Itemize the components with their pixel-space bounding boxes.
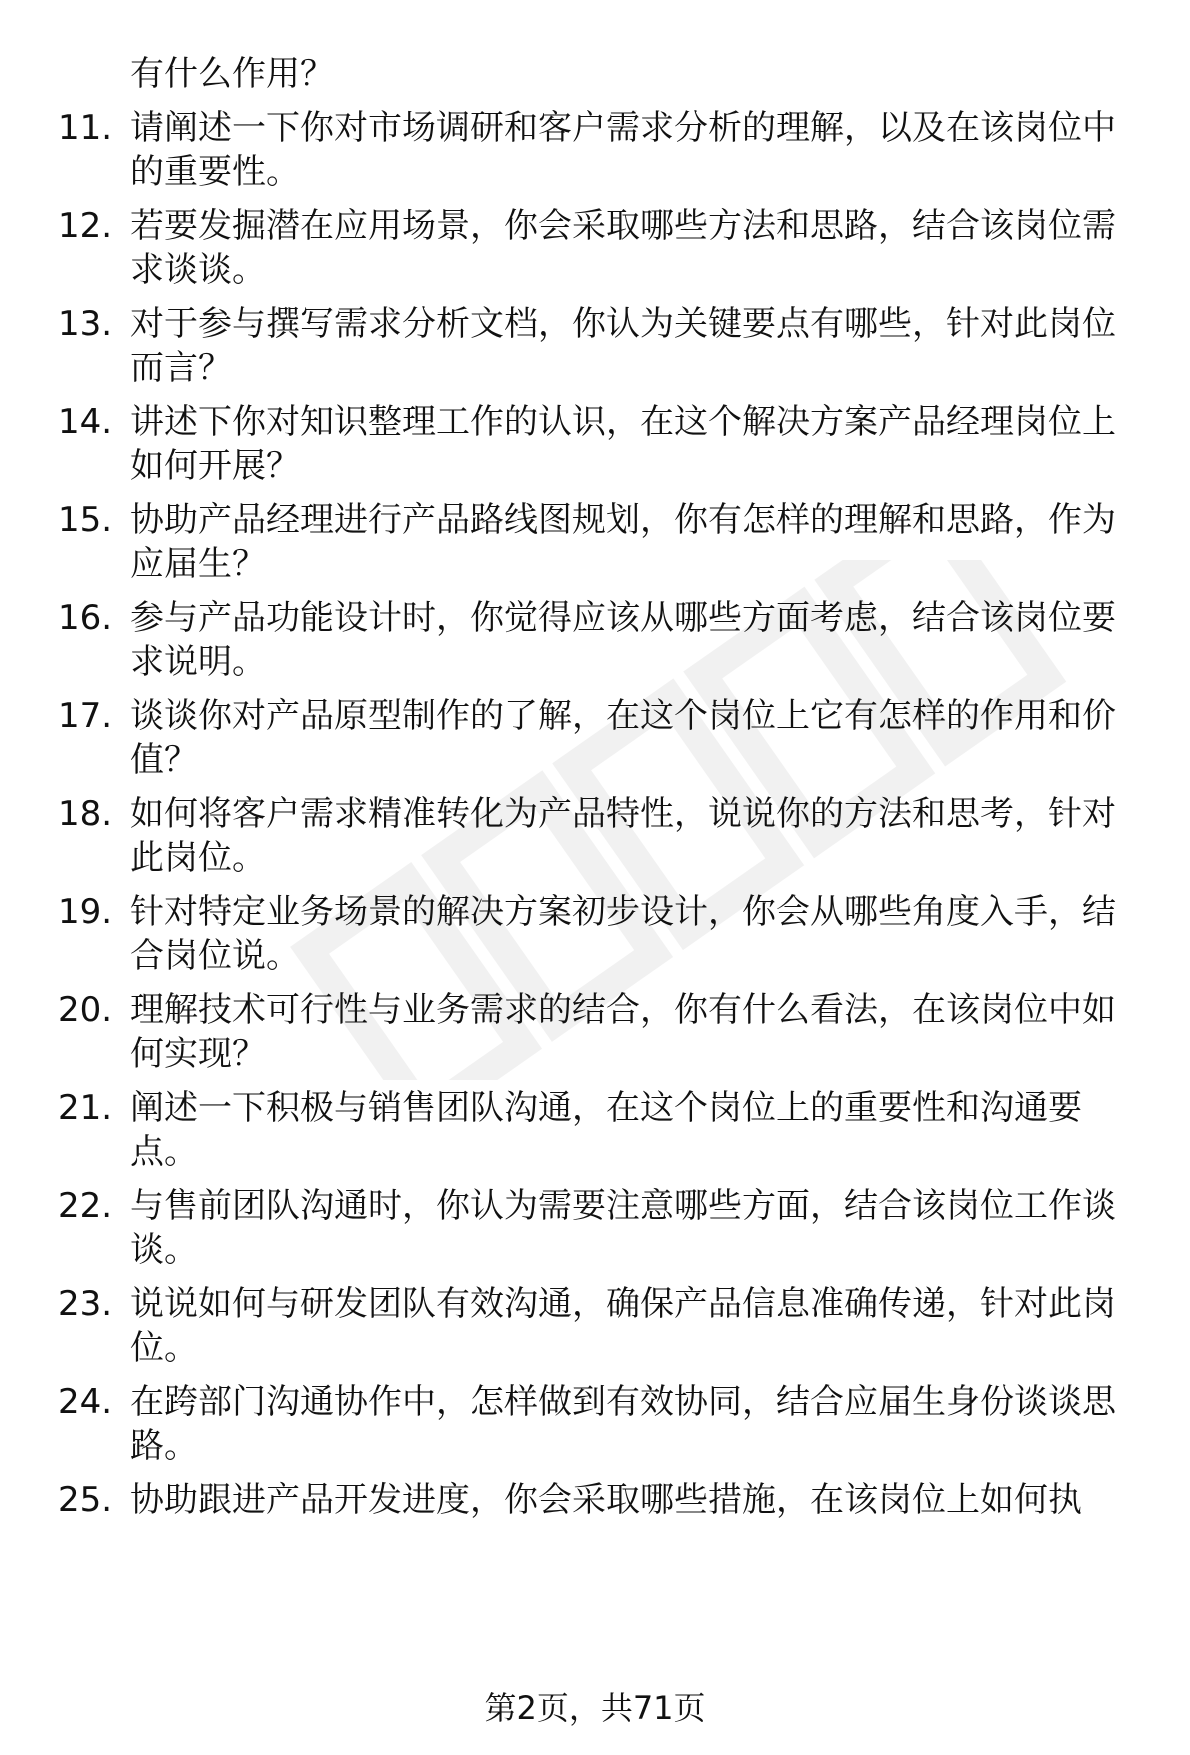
question-text: 阐述一下积极与销售团队沟通，在这个岗位上的重要性和沟通要点。 bbox=[130, 1088, 1082, 1172]
question-text: 协助跟进产品开发进度，你会采取哪些措施，在该岗位上如何执 bbox=[130, 1480, 1082, 1520]
question-text: 针对特定业务场景的解决方案初步设计，你会从哪些角度入手，结合岗位说。 bbox=[130, 892, 1116, 976]
question-number: 20. bbox=[58, 990, 113, 1030]
question-number: 24. bbox=[58, 1382, 113, 1422]
question-text: 协助产品经理进行产品路线图规划，你有怎样的理解和思路，作为应届生？ bbox=[130, 500, 1116, 584]
question-text: 说说如何与研发团队有效沟通，确保产品信息准确传递，针对此岗位。 bbox=[130, 1284, 1116, 1368]
question-number: 12. bbox=[58, 206, 113, 246]
question-text: 请阐述一下你对市场调研和客户需求分析的理解，以及在该岗位中的重要性。 bbox=[130, 108, 1116, 192]
question-text: 在跨部门沟通协作中，怎样做到有效协同，结合应届生身份谈谈思路。 bbox=[130, 1382, 1116, 1466]
question-text: 谈谈你对产品原型制作的了解，在这个岗位上它有怎样的作用和价值？ bbox=[130, 696, 1116, 780]
question-text: 与售前团队沟通时，你认为需要注意哪些方面，结合该岗位工作谈谈。 bbox=[130, 1186, 1116, 1270]
question-number: 22. bbox=[58, 1186, 113, 1226]
question-text: 理解技术可行性与业务需求的结合，你有什么看法，在该岗位中如何实现？ bbox=[130, 990, 1116, 1074]
question-number: 14. bbox=[58, 402, 113, 442]
question-number: 11. bbox=[58, 108, 113, 148]
question-number: 21. bbox=[58, 1088, 113, 1128]
question-number: 17. bbox=[58, 696, 113, 736]
question-number: 16. bbox=[58, 598, 113, 638]
question-number: 18. bbox=[58, 794, 113, 834]
question-text: 如何将客户需求精准转化为产品特性，说说你的方法和思考，针对此岗位。 bbox=[130, 794, 1116, 878]
question-text: 对于参与撰写需求分析文档，你认为关键要点有哪些，针对此岗位而言？ bbox=[130, 304, 1116, 388]
question-number: 23. bbox=[58, 1284, 113, 1324]
page-footer: 第2页，共71页 bbox=[484, 1689, 706, 1727]
question-text: 若要发掘潜在应用场景，你会采取哪些方法和思路，结合该岗位需求谈谈。 bbox=[130, 206, 1116, 290]
question-number: 19. bbox=[58, 892, 113, 932]
question-text: 参与产品功能设计时，你觉得应该从哪些方面考虑，结合该岗位要求说明。 bbox=[130, 598, 1116, 682]
question-number: 13. bbox=[58, 304, 113, 344]
question-number: 25. bbox=[58, 1480, 113, 1520]
continued-question-text: 有什么作用？ bbox=[130, 54, 334, 94]
question-text: 讲述下你对知识整理工作的认识，在这个解决方案产品经理岗位上如何开展？ bbox=[130, 402, 1116, 486]
question-number: 15. bbox=[58, 500, 113, 540]
